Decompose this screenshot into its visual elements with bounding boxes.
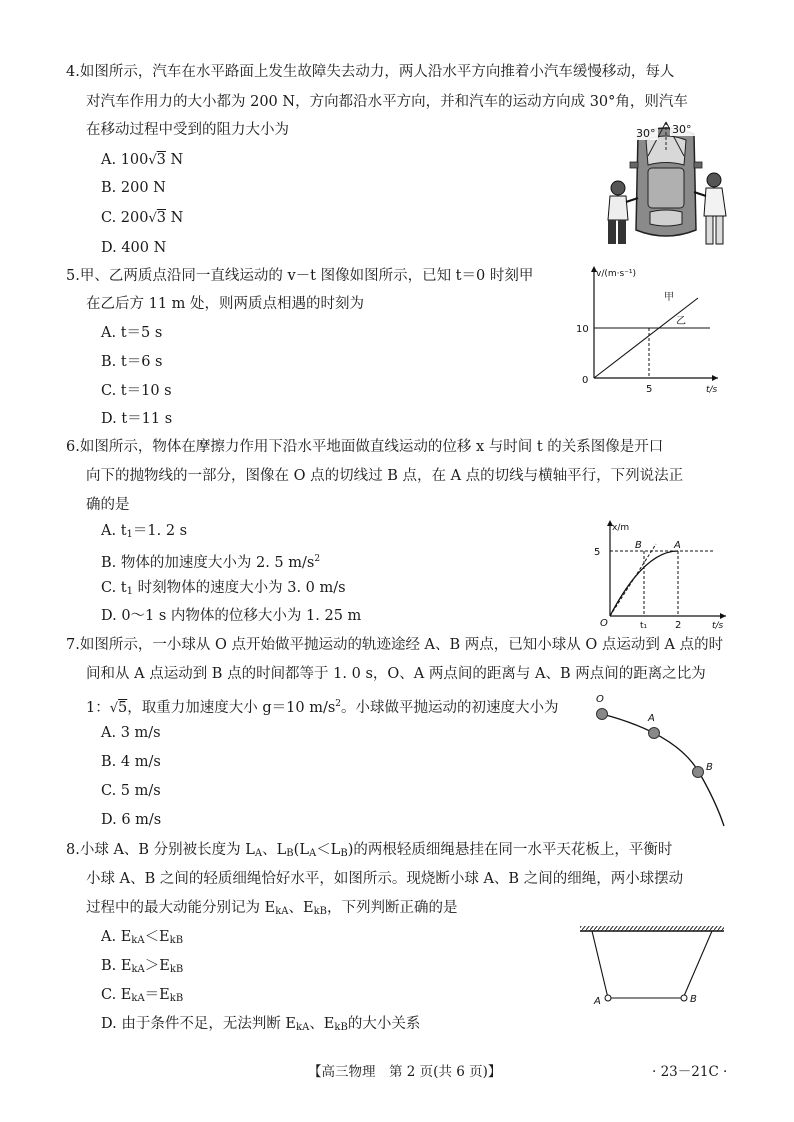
q8-l3-a: 过程中的最大动能分别记为 E	[86, 900, 276, 916]
q6-stem-line-1: 6.如图所示，物体在摩擦力作用下沿水平地面做直线运动的位移 x 与时间 t 的关系图像是开口	[66, 439, 664, 455]
q6-origin: O	[600, 618, 608, 629]
q5-label-yi: 乙	[676, 316, 686, 327]
q6-y-label: x/m	[612, 523, 630, 533]
q7-option-d: D. 6 m/s	[101, 812, 162, 828]
q8-d-1: kA	[296, 1022, 310, 1033]
q6-option-a-rest: ＝1. 2 s	[132, 523, 188, 539]
q8-option-b	[101, 956, 183, 980]
q5-stem-line-2: 在乙后方 11 m 处，则两质点相遇的时刻为	[86, 296, 365, 312]
q6-label-a: A	[674, 540, 681, 551]
q5-vt-graph	[572, 262, 722, 396]
q7-label-o: O	[596, 694, 604, 705]
q6-tick-t1: t₁	[640, 621, 648, 630]
q6-option-b-sup: 2	[314, 554, 321, 564]
car-rear-window	[650, 210, 682, 226]
q8-l1-lt: ＜L	[316, 842, 341, 858]
q7-line3-root: 5	[118, 700, 128, 716]
q4-option-c: C. 200√3 N	[101, 210, 184, 226]
q8-l1-a: 8.小球 A、B 分别被长度为 L	[66, 842, 255, 858]
q8-stem-line-1	[66, 840, 672, 864]
q8-ball-a	[605, 995, 611, 1001]
q4-left-person	[608, 181, 638, 244]
q8-c-2: ＝E	[144, 987, 170, 1003]
q8-a-0: A. E	[101, 929, 132, 945]
q8-b-1: kA	[131, 964, 145, 975]
q7-ball-o	[597, 709, 608, 720]
page-footer-center: 【高三物理 第 2 页(共 6 页)】	[308, 1064, 502, 1080]
q4-stem-line-1: 4.如图所示，汽车在水平路面上发生故障失去动力，两人沿水平方向推着小汽车缓慢移动，每人	[66, 64, 675, 80]
q8-l1-mid: 、L	[262, 842, 287, 858]
q8-l3-sub2: kB	[313, 906, 327, 917]
q4-stem-line-2: 对汽车作用力的大小都为 200 N，方向都沿水平方向，并和汽车的运动方向成 30°角，则汽车	[86, 94, 688, 110]
q8-label-b: B	[690, 994, 697, 1005]
q8-a-1: kA	[131, 935, 145, 946]
q4-angle-right: 30°	[672, 123, 692, 136]
q7-stem-line-3: 1：√5，取重力加速度大小 g＝10 $m/s^2$。小球做平抛运动的初速度大小为	[86, 699, 559, 716]
q5-x-label: t/s	[706, 385, 718, 395]
q8-l1-rest: )的两根轻质细绳悬挂在同一水平天花板上，平衡时	[347, 842, 673, 858]
q8-ball-b	[681, 995, 687, 1001]
q8-label-a: A	[594, 996, 601, 1007]
q7-label-b: B	[706, 762, 713, 773]
q5-option-d: D. t＝11 s	[101, 411, 173, 427]
q8-option-d	[101, 1014, 420, 1038]
q5-tick-10: 10	[576, 324, 589, 335]
q4-option-a: A. 100√3 N	[101, 152, 184, 168]
q4-car-figure	[596, 120, 736, 250]
q6-stem-line-2: 向下的抛物线的一部分，图像在 O 点的切线过 B 点，在 A 点的切线与横轴平行，下列说法正	[86, 468, 684, 484]
q5-y-label: v/(m·s⁻¹)	[596, 269, 637, 279]
q7-ball-a	[649, 728, 660, 739]
q7-option-b: B. 4 m/s	[101, 754, 161, 770]
page-footer-right: · 23－21C ·	[652, 1064, 728, 1080]
q4-option-a-root: 3	[156, 152, 166, 168]
q8-a-2: ＜E	[144, 929, 170, 945]
q7-stem-line-2: 间和从 A 点运动到 B 点的时间都等于 1. 0 s，O、A 两点间的距离与 A、B 两点间的距离之比为	[86, 666, 706, 682]
q5-option-a: A. t＝5 s	[101, 325, 163, 341]
q5-origin: 0	[582, 375, 589, 386]
q6-option-a	[101, 521, 187, 545]
q4-option-a-unit: N	[165, 152, 184, 168]
q8-option-c	[101, 985, 183, 1009]
q4-option-c-root: 3	[156, 210, 167, 226]
q5-stem-line-1: 5.甲、乙两质点沿同一直线运动的 v－t 图像如图所示，已知 t＝0 时刻甲	[66, 268, 534, 284]
q8-d-4: 的大小关系	[347, 1016, 421, 1032]
q5-label-jia: 甲	[664, 292, 674, 303]
q8-d-2: 、E	[309, 1016, 335, 1032]
q8-ceiling	[580, 926, 724, 931]
q6-option-a-text: A. t	[101, 523, 127, 539]
q8-l1-sub3: A	[308, 848, 317, 859]
q8-l1-paren: (L	[293, 842, 309, 858]
q6-xt-graph	[590, 518, 730, 630]
q6-x-label: t/s	[712, 621, 724, 630]
q8-stem-line-3	[86, 898, 458, 922]
q8-string-a	[592, 931, 608, 998]
q6-label-b: B	[635, 540, 642, 551]
q8-stem-line-2: 小球 A、B 之间的轻质细绳恰好水平，如图所示。现烧断小球 A、B 之间的细绳，两小球摆动	[86, 871, 684, 887]
q8-l3-rest: ，下列判断正确的是	[327, 900, 458, 916]
q7-label-a: A	[648, 713, 655, 724]
q8-l3-mid: 、E	[288, 900, 314, 916]
q6-tick-2: 2	[675, 620, 682, 630]
q8-option-a	[101, 927, 183, 951]
q8-d-0: D. 由于条件不足，无法判断 E	[101, 1016, 297, 1032]
q8-b-0: B. E	[101, 958, 132, 974]
q7-stem-line-1: 7.如图所示，一小球从 O 点开始做平抛运动的轨迹途经 A、B 两点，已知小球从 O 点运动到 A 点的时	[66, 637, 724, 653]
q8-c-0: C. E	[101, 987, 132, 1003]
q7-option-a: A. 3 m/s	[101, 725, 161, 741]
q7-line3-b: ，取重力加速度大小 g＝10 m/s	[127, 700, 336, 716]
q4-stem-line-3: 在移动过程中受到的阻力大小为	[86, 122, 289, 138]
q6-tick-5: 5	[594, 547, 601, 558]
q6-option-b	[101, 549, 320, 573]
q4-option-a-text: A. 100	[101, 152, 149, 168]
q8-l3-sub1: kA	[275, 906, 289, 917]
q8-c-3: kB	[169, 993, 184, 1004]
q7-option-c: C. 5 m/s	[101, 783, 161, 799]
q6-option-c-sub: 1	[126, 586, 133, 597]
q8-d-3: kB	[334, 1022, 348, 1033]
q6-stem-line-3: 确的是	[86, 497, 130, 513]
q8-pendulum-figure	[578, 920, 728, 1010]
q5-option-b: B. t＝6 s	[101, 354, 163, 370]
q5-tick-5: 5	[646, 384, 653, 395]
q4-option-c-text: C. 200	[101, 210, 149, 226]
q8-b-3: kB	[169, 964, 184, 975]
q5-option-c: C. t＝10 s	[101, 383, 172, 399]
q7-line3-c: 。小球做平抛运动的初速度大小为	[341, 700, 559, 716]
q8-c-1: kA	[131, 993, 145, 1004]
q7-line3-sup: 2	[335, 699, 342, 709]
q8-l1-sub4: B	[340, 848, 348, 859]
q4-option-b: B. 200 N	[101, 180, 166, 196]
q8-l1-sub2: B	[286, 848, 294, 859]
q8-string-b	[684, 931, 712, 996]
q8-l1-sub1: A	[254, 848, 263, 859]
q6-option-d: D. 0～1 s 内物体的位移大小为 1. 25 m	[101, 608, 362, 624]
q6-option-c	[101, 578, 346, 602]
q5-line-jia	[594, 298, 698, 378]
q7-ball-b	[693, 767, 704, 778]
q6-option-b-text: B. 物体的加速度大小为 2. 5 m/s	[101, 555, 315, 571]
q7-trajectory-figure	[588, 688, 738, 828]
q4-option-c-unit: N	[166, 210, 184, 226]
q4-right-person	[694, 173, 726, 244]
q6-option-c-text: C. t	[101, 580, 127, 596]
q6-option-a-sub: 1	[126, 529, 133, 540]
car-roof	[648, 168, 684, 208]
q7-line3-a: 1：	[86, 700, 110, 716]
q8-a-3: kB	[169, 935, 184, 946]
q4-option-d: D. 400 N	[101, 240, 167, 256]
q6-option-c-rest: 时刻物体的速度大小为 3. 0 m/s	[133, 580, 346, 596]
q8-b-2: ＞E	[144, 958, 170, 974]
q4-angle-left: 30°	[636, 127, 656, 140]
car-windshield	[646, 136, 686, 165]
